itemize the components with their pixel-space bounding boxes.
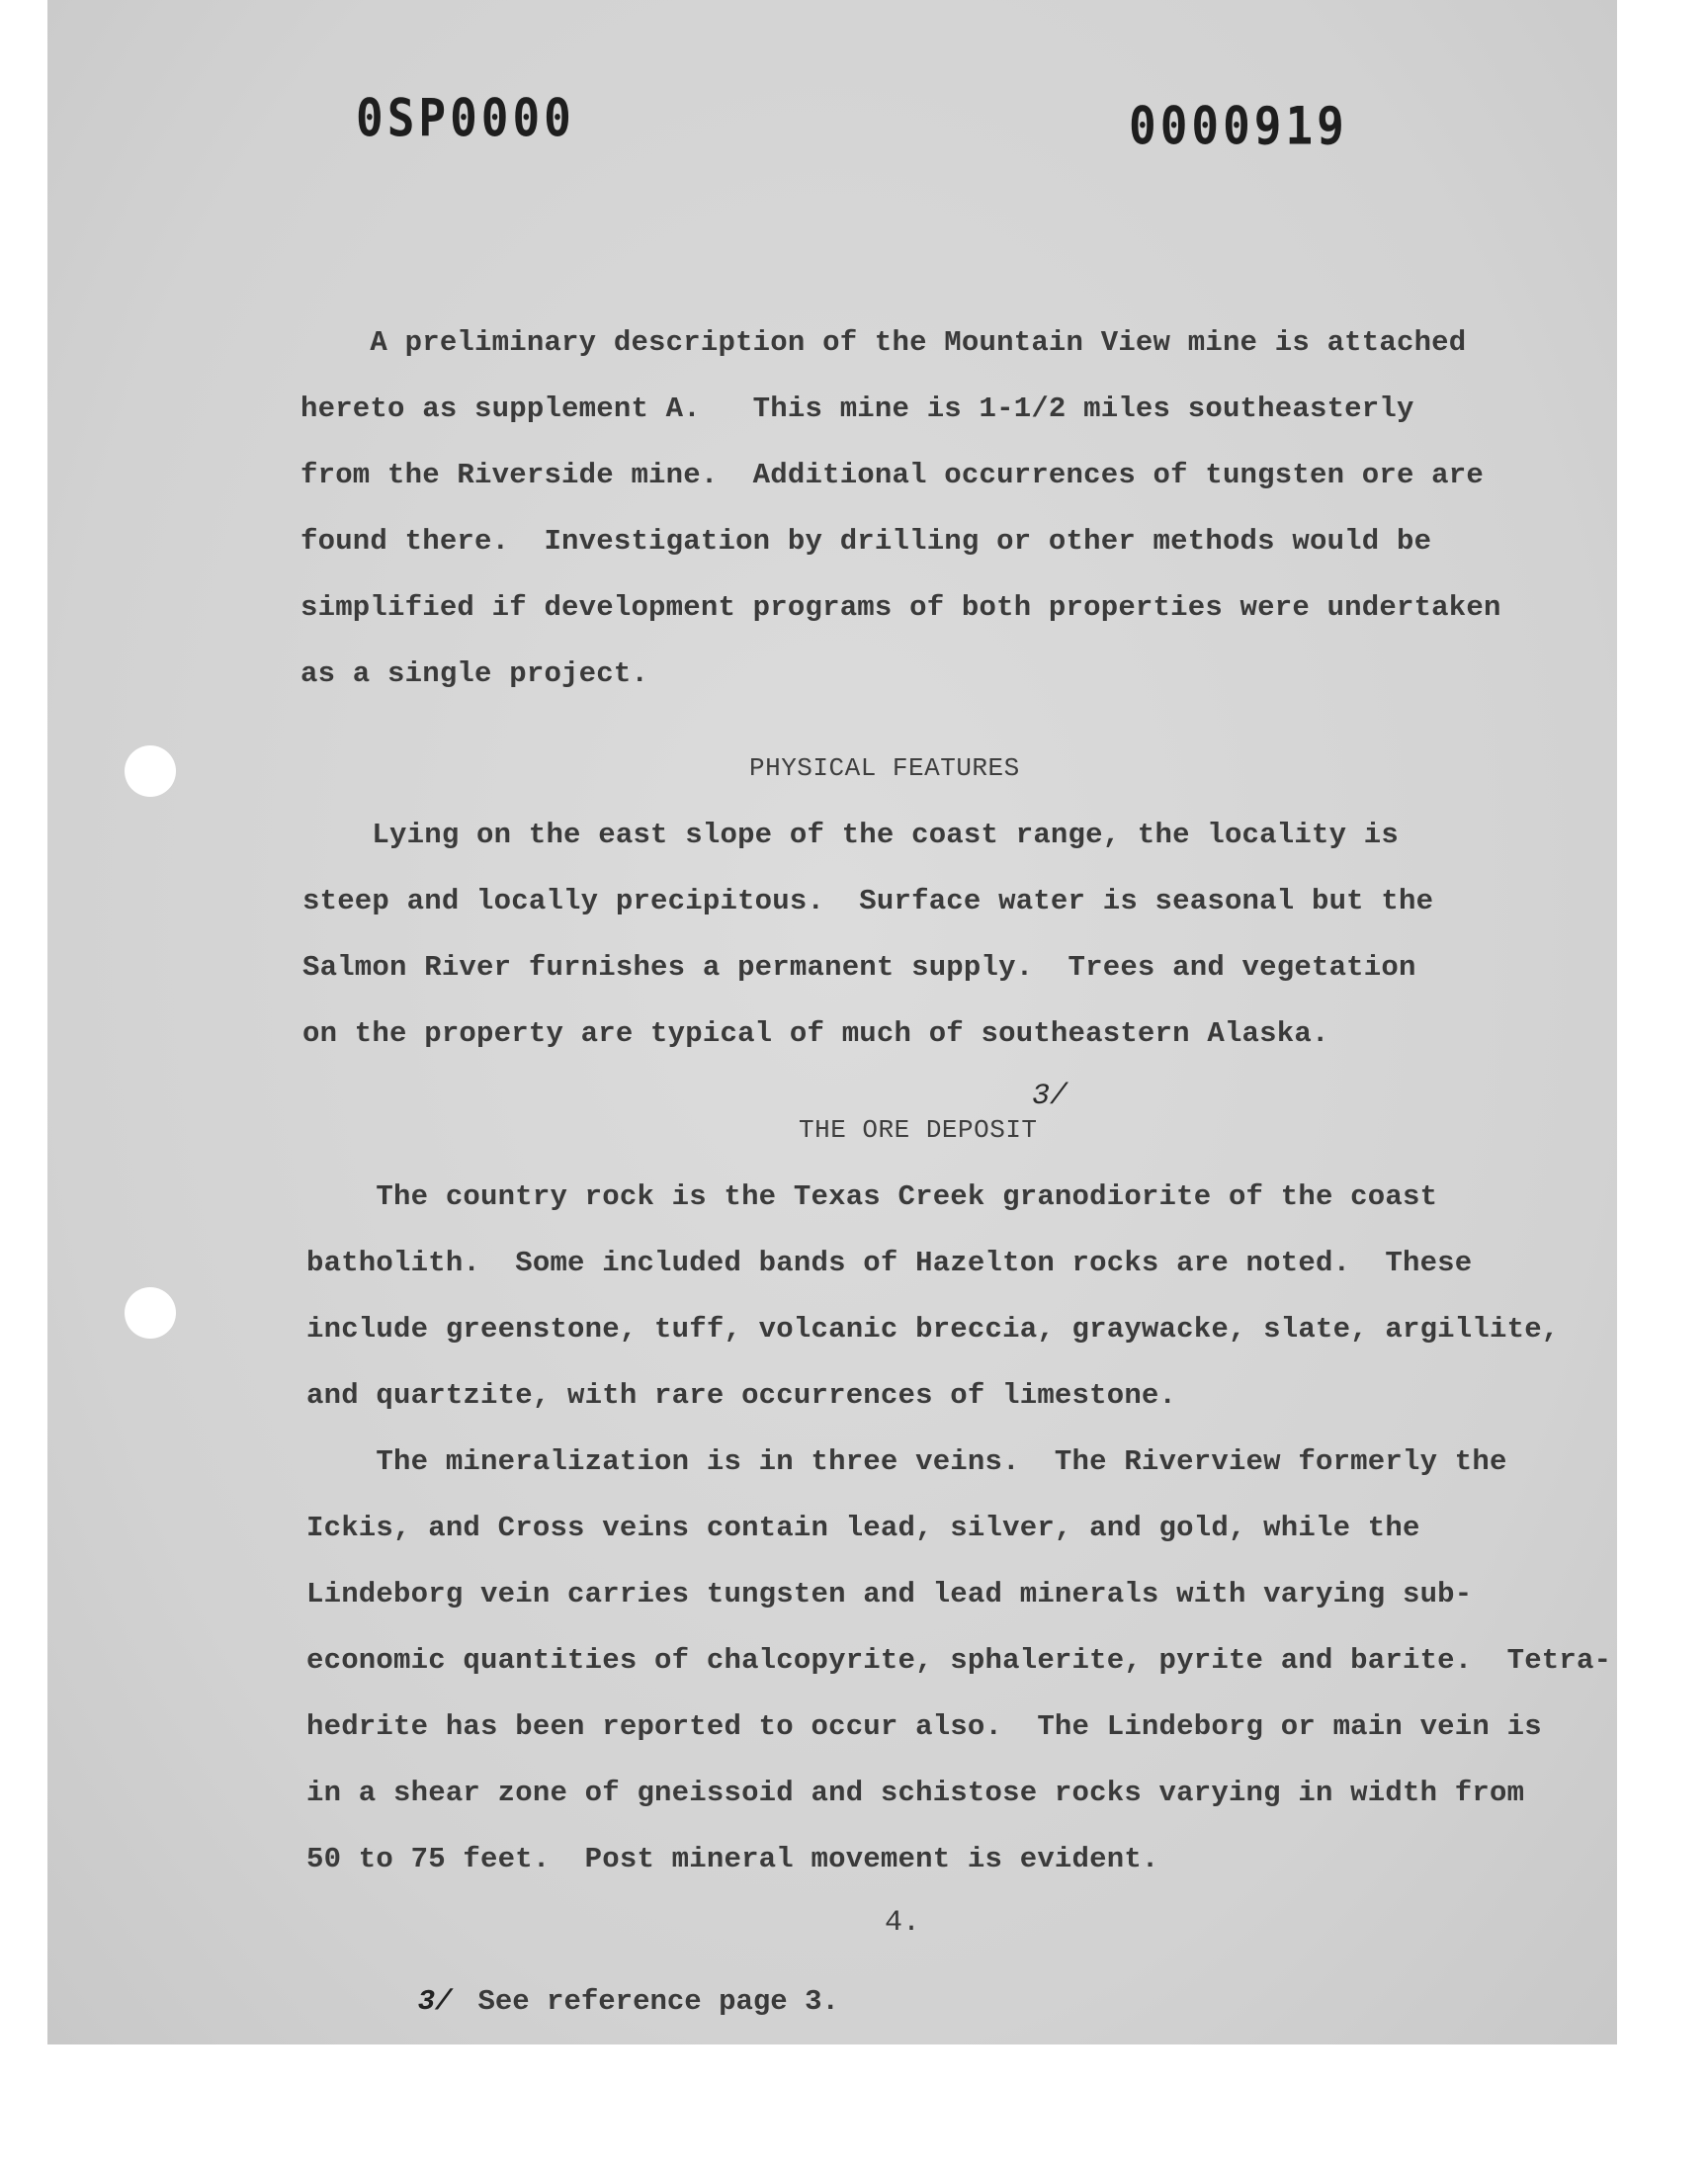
intro-line: A preliminary description of the Mountain View mine is attached <box>300 326 1467 359</box>
mineralization-line: 50 to 75 feet. Post mineral movement is evident. <box>306 1843 1159 1875</box>
document-page <box>47 0 1617 2044</box>
intro-line: as a single project. <box>300 657 649 690</box>
physical-features-line: Salmon River furnishes a permanent supply. Trees and vegetation <box>302 951 1416 984</box>
ore-deposit-line: include greenstone, tuff, volcanic breccia, graywacke, slate, argillite, <box>306 1313 1560 1346</box>
ore-deposit-line: The country rock is the Texas Creek granodiorite of the coast <box>306 1180 1438 1213</box>
document-number-stamp-left: 0SP0000 <box>356 86 575 149</box>
footnote-marker: 3/ <box>1032 1080 1068 1113</box>
mineralization-line: in a shear zone of gneissoid and schistose rocks varying in width from <box>306 1777 1525 1809</box>
mineralization-line: Ickis, and Cross veins contain lead, silver, and gold, while the <box>306 1512 1420 1544</box>
punch-hole-bottom <box>125 1287 176 1339</box>
ore-deposit-line: batholith. Some included bands of Hazelton rocks are noted. These <box>306 1247 1473 1279</box>
section-heading-ore-deposit: THE ORE DEPOSIT <box>799 1115 1038 1145</box>
mineralization-line: economic quantities of chalcopyrite, sphalerite, pyrite and barite. Tetra- <box>306 1644 1612 1677</box>
physical-features-line: steep and locally precipitous. Surface water is seasonal but the <box>302 885 1434 917</box>
punch-hole-top <box>125 745 176 797</box>
footnote <box>349 1953 839 2050</box>
physical-features-line: Lying on the east slope of the coast range, the locality is <box>302 819 1399 851</box>
intro-line: from the Riverside mine. Additional occurrences of tungsten ore are <box>300 459 1484 491</box>
physical-features-line: on the property are typical of much of southeastern Alaska. <box>302 1017 1329 1050</box>
intro-line: hereto as supplement A. This mine is 1-1/2 miles southeasterly <box>300 392 1414 425</box>
ore-deposit-line: and quartzite, with rare occurrences of limestone. <box>306 1379 1177 1412</box>
footnote-text: See reference page 3. <box>477 1985 839 2018</box>
section-heading-physical-features: PHYSICAL FEATURES <box>749 753 1020 783</box>
page-number: 4. <box>885 1906 921 1940</box>
mineralization-line: hedrite has been reported to occur also. The Lindeborg or main vein is <box>306 1710 1542 1743</box>
mineralization-line: Lindeborg vein carries tungsten and lead minerals with varying sub- <box>306 1578 1473 1610</box>
document-number-stamp-right: 0000919 <box>1129 94 1348 157</box>
footnote-ref-marker: 3/ <box>417 1985 453 2018</box>
mineralization-line: The mineralization is in three veins. The Riverview formerly the <box>306 1445 1507 1478</box>
intro-line: found there. Investigation by drilling or other methods would be <box>300 525 1432 558</box>
intro-line: simplified if development programs of both properties were undertaken <box>300 591 1501 624</box>
